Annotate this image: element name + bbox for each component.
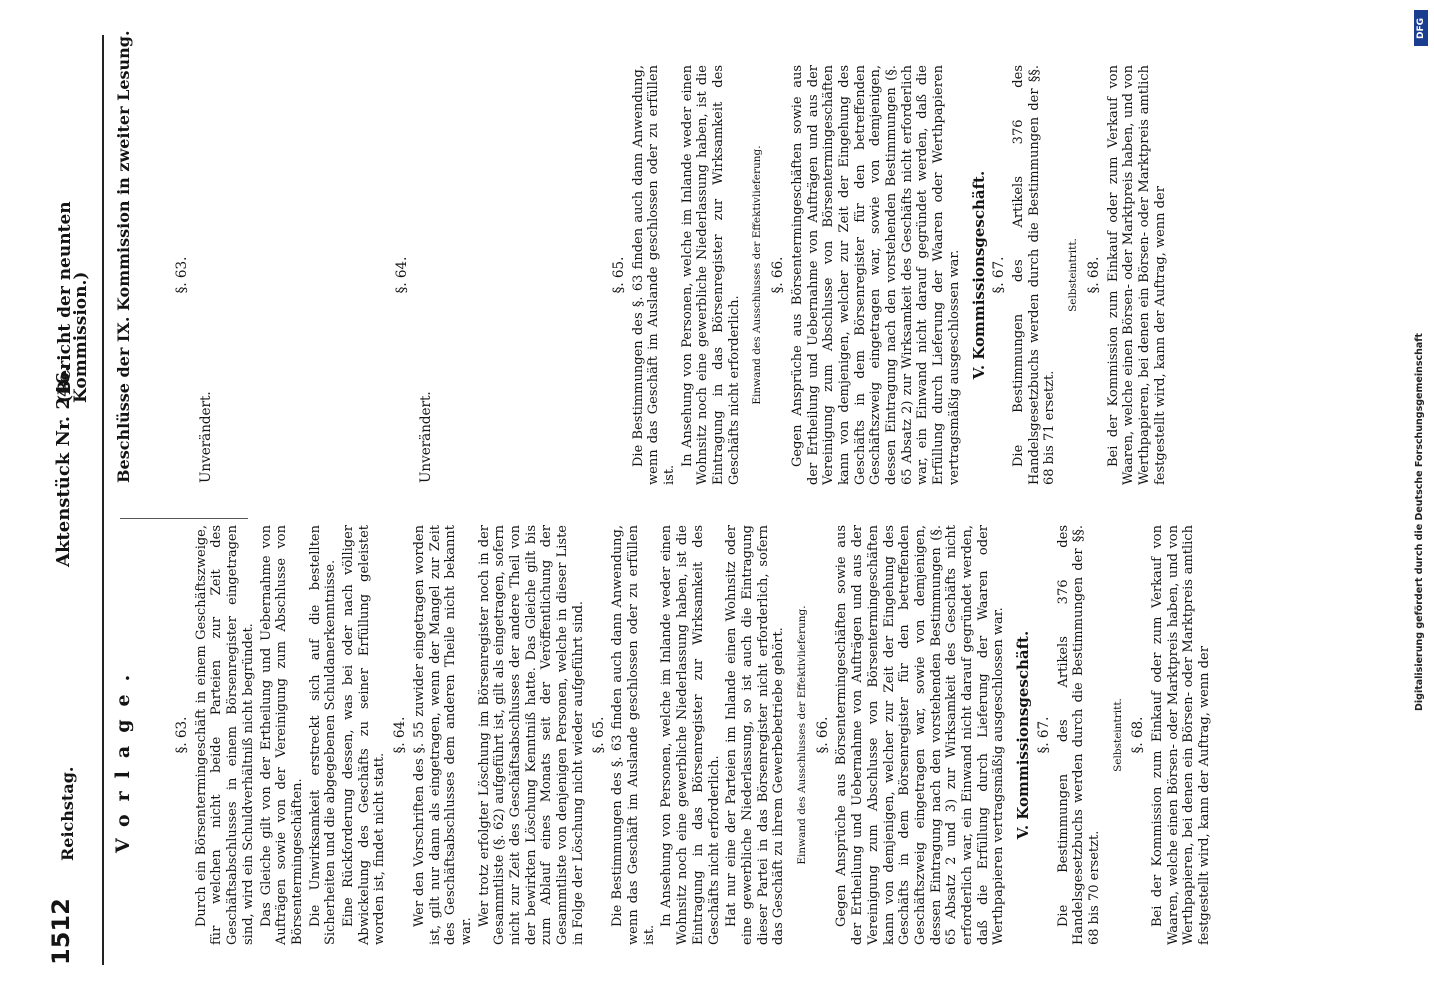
paragraph: Die Bestimmungen des §. 63 finden auch dann Anwendung, wenn das Geschäft im Auslande geschlossen oder zu erfüllen ist. [630,65,677,485]
section-heading: §. 64. [392,716,409,754]
paragraph: In Ansehung von Personen, welche im Inlande weder einen Wohnsitz noch eine gewerbliche Niederlassung haben, ist die Eintragung in das Börsenregister zur Wirksamkeit des Geschäfts nicht erforderlich. [659,525,722,945]
paragraph: Eine Rückforderung dessen, was bei oder nach völliger Abwickelung des Geschäfts zu seiner Erfüllung geleistet worden ist, findet nicht statt. [341,525,388,945]
section-heading: §. 65. [610,256,627,294]
spacer [437,65,607,485]
unchanged-note: Unverändert. [418,391,435,483]
margin-caption: Selbsteintritt. [1111,698,1124,772]
left-column [170,525,1215,945]
paragraph: Die Bestimmungen des Artikels 376 des Handelsgesetzbuchs werden durch die Bestimmungen der §§. 68 bis 71 ersetzt. [1010,65,1058,485]
paragraph: Gegen Ansprüche aus Börsentermingeschäften sowie aus der Ertheilung und Uebernahme von Aufträgen und aus der Vereinigung zum Abschlusse von Börsentermingeschäften kann von demjenigen, welcher zur Zeit der Eingehung des Geschäfts in dem Börsenregister für den betreffenden Geschäftszweig eingetragen war, sowie von demjenigen, dessen Eintragung nach den vorstehenden Bestimmungen (§. 65 Absatz 2) zur Wirksamkeit des Geschäfts nicht erforderlich war, ein Einwand nicht darauf gegründet werden, daß die Erfüllung durch Lieferung der Waaren oder Werthpapieren vertragsmäßig ausgeschlossen war. [789,65,962,485]
paragraph: Durch ein Börsentermingeschäft in einem Geschäftszweige, für welchen nicht beide Parteien zur Zeit des Geschäftsabschlusses in einem Börsenregister eingetragen sind, wird ein Schuldverhältniß nicht begründet. [193,525,256,945]
margin-caption: Einwand des Ausschlusses der Effektivlieferung. [796,605,809,865]
column-divider [120,518,248,519]
aktenstueck-number: Aktenstück Nr. 246. [53,365,74,567]
section-heading: §. 68. [1085,256,1102,294]
section-heading: §. 63. [174,716,190,754]
unchanged-note: Unverändert. [197,391,214,483]
paragraph: Bei der Kommission zum Einkauf oder zum Verkauf von Waaren, welche einen Börsen- oder Marktpreis haben, und von Werthpapieren, bei denen ein Börsen- oder Marktpreis amtlich festgestellt wird, kann der Auftrag, wenn der [1150,525,1213,945]
running-title: Reichstag. [58,766,77,861]
page-number: 1512 [47,898,75,965]
funding-note: Digitalisierung gefördert durch die Deutsche Forschungsgemeinschaft [1414,333,1425,711]
right-column [170,65,1170,485]
section-heading: §. 67. [1035,716,1052,754]
margin-caption: Einwand des Ausschlusses der Effektivlieferung. [751,145,764,405]
section-heading: §. 63. [174,256,190,294]
section-heading: §. 65. [590,716,607,754]
paragraph: Gegen Ansprüche aus Börsentermingeschäften sowie aus der Ertheilung und Uebernahme von Aufträgen und aus der Vereinigung zum Abschlusse von Börsentermingeschäften kann von demjenigen, welcher zur Zeit der Eingehung des Geschäfts in dem Börsenregister für den betreffenden Geschäftszweig eingetragen war, sowie von demjenigen, dessen Eintragung nach den vorstehenden Bestimmungen (§. 65 Absatz 2 und 3) zur Wirksamkeit des Geschäfts nicht erforderlich war, ein Einwand nicht darauf gegründet werden, daß die Erfüllung durch Lieferung der Waaren oder Werthpapieren vertragsmäßig ausgeschlossen war. [834,525,1007,945]
paragraph: Die Unwirksamkeit erstreckt sich auf die bestellten Sicherheiten und die abgegebenen Schuldanerkenntnisse. [307,525,339,945]
section-heading: §. 64. [394,256,411,294]
paragraph: Bei der Kommission zum Einkauf oder zum Verkauf von Waaren, welche einen Börsen- oder Marktpreis haben, und von Werthpapieren, bei denen ein Börsen- oder Marktpreis amtlich festgestellt wird, kann der Auftrag, wenn der [1105,65,1168,485]
page-header [47,65,94,965]
left-column-heading: Vorlage. [112,661,134,853]
margin-caption: Selbsteintritt. [1067,238,1080,312]
section-heading: §. 66. [814,716,831,754]
header-rule [102,35,104,965]
section-heading: §. 67. [991,256,1008,294]
section-heading: §. 68. [1130,716,1147,754]
paragraph: Hat nur eine der Parteien im Inlande einen Wohnsitz oder eine gewerbliche Niederlassung, so ist auch die Eintragung dieser Partei in das Börsenregister nicht erforderlich, sofern das Geschäft zu ihrem Gewerbebetriebe gehört. [724,525,787,945]
paragraph: Das Gleiche gilt von der Ertheilung und Uebernahme von Aufträgen sowie von der Vereinigung zum Abschlusse von Börsentermingeschäften. [258,525,305,945]
spacer [216,65,390,485]
paragraph: Die Bestimmungen des §. 63 finden auch dann Anwendung, wenn das Geschäft im Auslande geschlossen oder zu erfüllen ist. [610,525,657,945]
chapter-heading: V. Kommissionsgeschäft. [969,170,988,380]
paragraph: Die Bestimmungen des Artikels 376 des Handelsgesetzbuchs werden durch die Bestimmungen der §§. 68 bis 70 ersetzt. [1055,525,1102,945]
paragraph: Wer trotz erfolgter Löschung im Börsenregister noch in der Gesammtliste (§. 62) aufgeführt ist, gilt als eingetragen, sofern nicht zur Zeit des Geschäftsabschlusses der andere Theil von der bewirkten Löschung Kenntniß hatte. Das Gleiche gilt bis zum Ablauf eines Monats seit der Veröffentlichung der Gesammtliste von denjenigen Personen, welche in dieser Liste in Folge der Löschung nicht wieder aufgeführt sind. [476,525,586,945]
right-column-heading: Beschlüsse der IX. Kommission in zweiter Lesung. [114,30,133,483]
digitization-sidebar [1414,10,1428,990]
report-title: (Bericht der neunten Kommission.) [55,201,91,403]
paragraph: Wer den Vorschriften des §. 55 zuwider eingetragen worden ist, gilt nur dann als eingetragen, wenn der Mangel zur Zeit des Geschäftsabschlusses dem anderen Theile nicht bekannt war. [411,525,474,945]
dfg-logo: DFG [1414,10,1428,46]
chapter-heading: V. Kommissionsgeschäft. [1014,630,1033,840]
section-heading: §. 66. [770,256,787,294]
paragraph: In Ansehung von Personen, welche im Inlande weder einen Wohnsitz noch eine gewerbliche Niederlassung haben, ist die Eintragung in das Börsenregister zur Wirksamkeit des Geschäfts nicht erforderlich. [679,65,742,485]
rotated-document-page [20,25,1410,965]
